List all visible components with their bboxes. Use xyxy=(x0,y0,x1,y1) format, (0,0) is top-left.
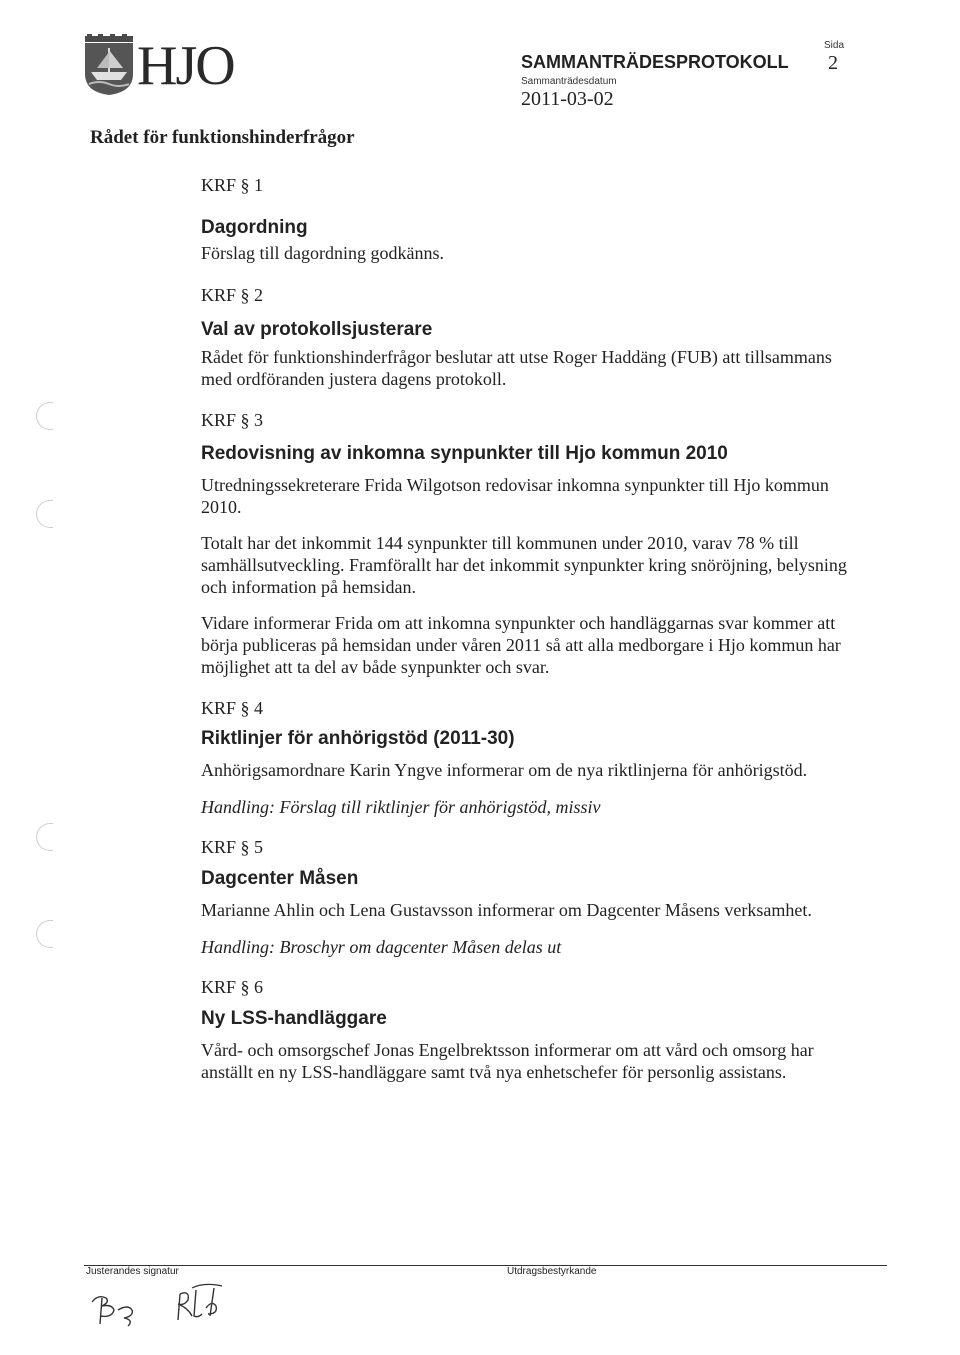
section-paragraph: Marianne Ahlin och Lena Gustavsson informerar om Dagcenter Måsens verksamhet. xyxy=(201,900,812,920)
section-title: Riktlinjer för anhörigstöd (2011-30) xyxy=(201,728,515,749)
protocol-body xyxy=(201,174,851,1083)
section-number: KRF § 2 xyxy=(201,285,264,305)
section-title: Redovisning av inkomna synpunkter till Hjo kommun 2010 xyxy=(201,443,728,464)
page-number: 2 xyxy=(828,52,838,74)
handwritten-initials xyxy=(88,1280,248,1340)
section-title: Ny LSS-handläggare xyxy=(201,1008,387,1029)
section-number: KRF § 4 xyxy=(201,698,264,718)
section-krf-1 xyxy=(201,174,851,264)
section-krf-6 xyxy=(201,976,851,1083)
document-type: SAMMANTRÄDESPROTOKOLL xyxy=(521,52,789,72)
section-number: KRF § 3 xyxy=(201,410,264,430)
hole-punch-mark xyxy=(36,823,53,851)
hole-punch-mark xyxy=(36,500,53,528)
section-paragraph: Förslag till dagordning godkänns. xyxy=(201,243,444,263)
logo-wordmark: HJO xyxy=(137,35,234,97)
section-title: Dagordning xyxy=(201,217,308,238)
section-paragraph: Utredningssekreterare Frida Wilgotson redovisar inkomna synpunkter till Hjo kommun 2010. xyxy=(201,475,829,517)
section-paragraph: Vård- och omsorgschef Jonas Engelbrektsson informerar om att vård och omsorg har anställt en ny LSS-handläggare samt två nya enhetschefer för personlig assistans. xyxy=(201,1040,814,1082)
section-title: Dagcenter Måsen xyxy=(201,868,359,889)
section-paragraph: Vidare informerar Frida om att inkomna synpunkter och handläggarnas svar kommer att börja publiceras på hemsidan under våren 2011 så att alla medborgare i Hjo kommun har möjlighet att ta del av både synpunkter och svar. xyxy=(201,613,841,677)
meeting-date-label: Sammanträdesdatum xyxy=(521,76,617,87)
committee-name: Rådet för funktionshinderfrågor xyxy=(90,127,355,148)
section-title: Val av protokollsjusterare xyxy=(201,319,433,340)
section-krf-2 xyxy=(201,284,851,390)
section-paragraph: Rådet för funktionshinderfrågor beslutar att utse Roger Haddäng (FUB) att tillsammans med ordföranden justera dagens protokoll. xyxy=(201,347,832,389)
hole-punch-mark xyxy=(36,920,53,948)
section-krf-5 xyxy=(201,836,851,958)
section-paragraph: Totalt har det inkommit 144 synpunkter till kommunen under 2010, varav 78 % till samhällsutveckling. Framförallt har det inkommit synpunkter kring snöröjning, belysning och information på hemsidan. xyxy=(201,533,847,597)
footer-divider xyxy=(84,1265,887,1266)
meeting-date: 2011-03-02 xyxy=(521,88,614,110)
section-number: KRF § 5 xyxy=(201,837,264,857)
municipal-crest-icon xyxy=(83,34,135,96)
section-handling: Handling: Förslag till riktlinjer för anhörigstöd, missiv xyxy=(201,797,601,817)
certified-copy-label: Utdragsbestyrkande xyxy=(507,1266,597,1277)
section-krf-4 xyxy=(201,697,851,818)
section-krf-3 xyxy=(201,409,851,678)
signature-label: Justerandes signatur xyxy=(86,1266,179,1277)
section-number: KRF § 6 xyxy=(201,977,264,997)
page-label: Sida xyxy=(824,40,845,51)
hole-punch-mark xyxy=(36,402,53,430)
section-number: KRF § 1 xyxy=(201,175,264,195)
section-handling: Handling: Broschyr om dagcenter Måsen delas ut xyxy=(201,937,562,957)
section-paragraph: Anhörigsamordnare Karin Yngve informerar om de nya riktlinjerna för anhörigstöd. xyxy=(201,760,808,780)
